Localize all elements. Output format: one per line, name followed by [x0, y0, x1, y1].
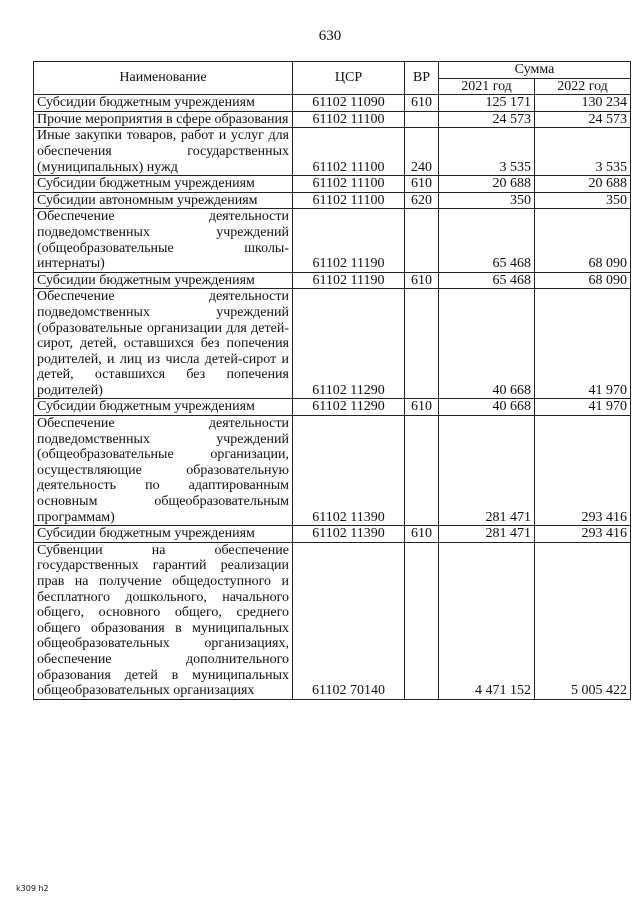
row-sum-2022: 5 005 422 — [535, 542, 631, 699]
row-sum-2022: 293 416 — [535, 526, 631, 543]
row-name: Обеспечение деятельности подведомственных учреждений (общеобразовательные школы-интернаты) — [34, 209, 293, 272]
row-sum-2021: 125 171 — [439, 95, 535, 112]
table-row — [34, 176, 631, 193]
header-csr: ЦСР — [293, 62, 405, 95]
page-number: 630 — [318, 28, 342, 44]
row-name: Прочие мероприятия в сфере образования — [34, 111, 293, 128]
row-name: Субсидии бюджетным учреждениям — [34, 399, 293, 416]
table-row — [34, 209, 631, 272]
row-csr: 61102 11100 — [293, 176, 405, 193]
row-sum-2022: 293 416 — [535, 416, 631, 526]
table-row — [34, 542, 631, 699]
row-csr: 61102 70140 — [293, 542, 405, 699]
row-vr: 610 — [405, 95, 439, 112]
table-body — [34, 95, 631, 700]
row-sum-2022: 68 090 — [535, 272, 631, 289]
table-row — [34, 289, 631, 399]
row-csr: 61102 11390 — [293, 526, 405, 543]
table-row — [34, 272, 631, 289]
row-sum-2022: 24 573 — [535, 111, 631, 128]
row-vr — [405, 542, 439, 699]
row-csr: 61102 11290 — [293, 289, 405, 399]
row-name: Субсидии автономным учреждениям — [34, 192, 293, 209]
table-row — [34, 526, 631, 543]
row-name: Обеспечение деятельности подведомственных учреждений (образовательные организации для детей-сирот, детей, оставшихся без попечения родителей, и лиц из числа детей-сирот и детей, оставшихся без попечения родителей) — [34, 289, 293, 399]
row-name: Субсидии бюджетным учреждениям — [34, 272, 293, 289]
row-sum-2021: 350 — [439, 192, 535, 209]
header-sum: Сумма — [439, 62, 631, 79]
row-name: Субсидии бюджетным учреждениям — [34, 95, 293, 112]
row-sum-2021: 281 471 — [439, 526, 535, 543]
row-sum-2022: 20 688 — [535, 176, 631, 193]
header-year-2021: 2021 год — [439, 78, 535, 95]
row-sum-2021: 24 573 — [439, 111, 535, 128]
row-sum-2022: 41 970 — [535, 289, 631, 399]
row-sum-2021: 65 468 — [439, 272, 535, 289]
row-csr: 61102 11390 — [293, 416, 405, 526]
header-year-2022: 2022 год — [535, 78, 631, 95]
row-vr: 620 — [405, 192, 439, 209]
row-csr: 61102 11100 — [293, 111, 405, 128]
row-sum-2022: 130 234 — [535, 95, 631, 112]
row-sum-2021: 65 468 — [439, 209, 535, 272]
row-csr: 61102 11100 — [293, 192, 405, 209]
table-row — [34, 95, 631, 112]
header-name: Наименование — [34, 62, 293, 95]
row-sum-2021: 3 535 — [439, 128, 535, 176]
row-vr — [405, 111, 439, 128]
row-csr: 61102 11190 — [293, 209, 405, 272]
row-sum-2021: 20 688 — [439, 176, 535, 193]
row-csr: 61102 11090 — [293, 95, 405, 112]
row-name: Субвенции на обеспечение государственных гарантий реализации прав на получение общедоступного и бесплатного дошкольного, начального общего, основного общего, среднего общего образования в муниципальных общеобразовательных организациях, обеспечение дополнительного образования детей в муниципальных общеобразовательных организациях — [34, 542, 293, 699]
row-csr: 61102 11190 — [293, 272, 405, 289]
table-row — [34, 111, 631, 128]
row-name: Субсидии бюджетным учреждениям — [34, 526, 293, 543]
row-vr — [405, 416, 439, 526]
footer-code: k309 h2 — [16, 884, 49, 893]
row-vr: 610 — [405, 526, 439, 543]
row-sum-2021: 40 668 — [439, 399, 535, 416]
table-row — [34, 416, 631, 526]
row-vr: 240 — [405, 128, 439, 176]
header-vr: ВР — [405, 62, 439, 95]
row-sum-2022: 68 090 — [535, 209, 631, 272]
budget-table — [33, 61, 631, 700]
row-name: Субсидии бюджетным учреждениям — [34, 176, 293, 193]
row-sum-2022: 350 — [535, 192, 631, 209]
table-row — [34, 399, 631, 416]
row-vr: 610 — [405, 399, 439, 416]
row-sum-2021: 281 471 — [439, 416, 535, 526]
row-name: Обеспечение деятельности подведомственных учреждений (общеобразовательные организации, осуществляющие образовательную деятельность по адаптированным основным общеобразовательным программам) — [34, 416, 293, 526]
row-sum-2022: 3 535 — [535, 128, 631, 176]
row-csr: 61102 11100 — [293, 128, 405, 176]
row-name: Иные закупки товаров, работ и услуг для обеспечения государственных (муниципальных) нужд — [34, 128, 293, 176]
row-sum-2021: 4 471 152 — [439, 542, 535, 699]
row-vr: 610 — [405, 272, 439, 289]
row-sum-2021: 40 668 — [439, 289, 535, 399]
row-sum-2022: 41 970 — [535, 399, 631, 416]
table-header — [34, 62, 631, 95]
table-row — [34, 192, 631, 209]
row-csr: 61102 11290 — [293, 399, 405, 416]
row-vr — [405, 209, 439, 272]
table-row — [34, 128, 631, 176]
row-vr: 610 — [405, 176, 439, 193]
row-vr — [405, 289, 439, 399]
